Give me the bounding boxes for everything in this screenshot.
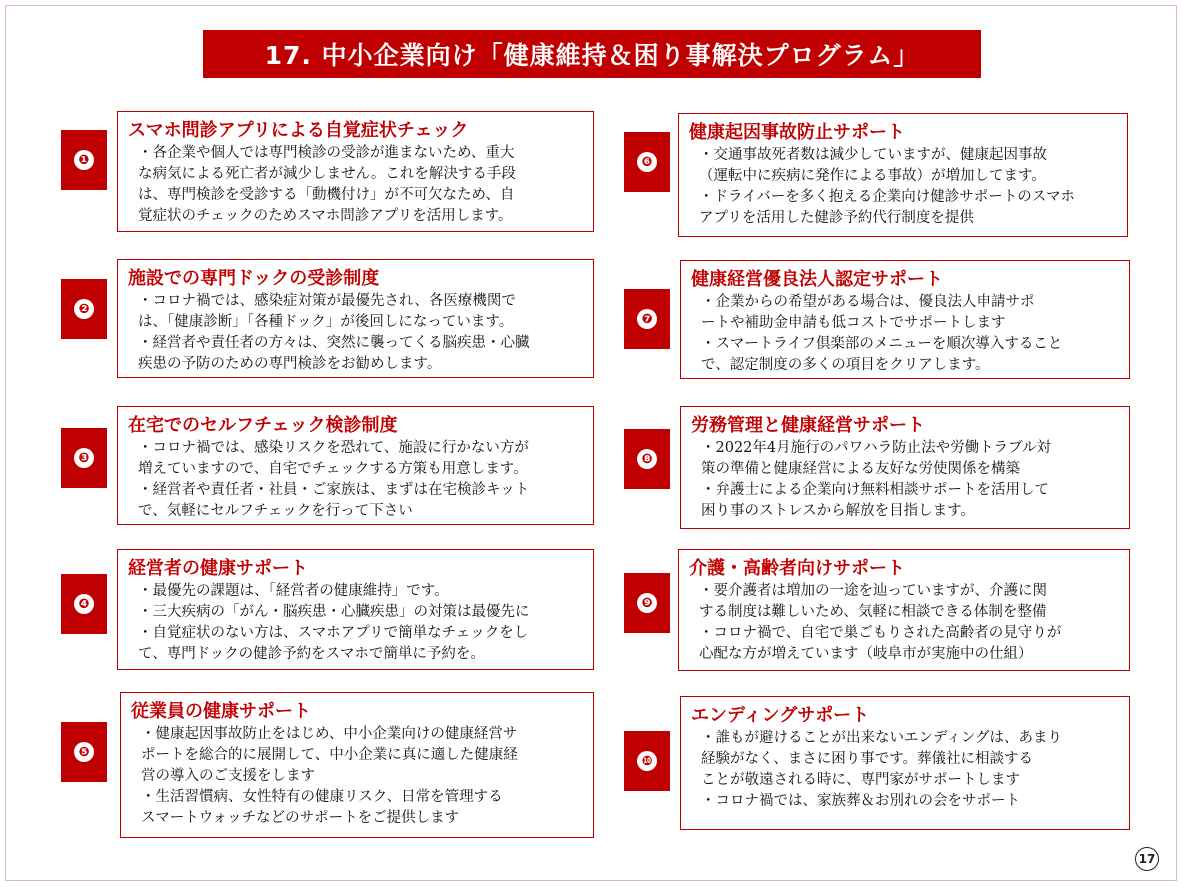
- item-line: 覚症状のチェックのためスマホ問診アプリを活用します。: [138, 208, 513, 224]
- item-line: 増えていますので、自宅でチェックする方策も用意します。: [138, 461, 528, 477]
- item-line: ・要介護者は増加の一途を辿っていますが、介護に関: [699, 583, 1047, 599]
- item-number: ❶: [74, 150, 94, 170]
- program-item-box: [678, 113, 1128, 237]
- item-line: ・コロナ禍で、自宅で巣ごもりされた高齢者の見守りが: [699, 625, 1062, 641]
- item-number: ❷: [74, 299, 94, 319]
- item-line: ・自覚症状のない方は、スマホアプリで簡単なチェックをし: [138, 625, 529, 641]
- item-number-badge: [624, 429, 670, 489]
- item-line: 困り事のストレスから解放を目指します。: [701, 503, 975, 519]
- item-line: ・2022年4月施行のパワハラ防止法や労働トラブル対: [701, 440, 1052, 456]
- item-line: アプリを活用した健診予約代行制度を提供: [699, 210, 974, 226]
- item-number: ❺: [74, 742, 94, 762]
- item-heading: エンディングサポート: [691, 705, 870, 726]
- item-heading: 健康起因事故防止サポート: [689, 122, 905, 143]
- item-line: な病気による死亡者が減少しません。これを解決する手段: [138, 166, 516, 182]
- item-line: 営の導入のご支援をします: [141, 768, 315, 784]
- item-line: ・三大疾病の「がん・脳疾患・心臓疾患」の対策は最優先に: [138, 604, 530, 620]
- item-line: て、専門ドックの健診予約をスマホで簡単に予約を。: [138, 646, 485, 662]
- item-number: ❽: [637, 449, 657, 469]
- item-line: ポートを総合的に展開して、中小企業に真に適した健康経: [141, 747, 518, 763]
- item-heading: 在宅でのセルフチェック検診制度: [128, 415, 398, 436]
- item-line: ・交通事故死者数は減少していますが、健康起因事故: [699, 147, 1047, 163]
- item-line: は、専門検診を受診する「動機付け」が不可欠なため、自: [138, 187, 515, 203]
- item-line: （運転中に疾病に発作による事故）が増加してます。: [699, 168, 1046, 184]
- program-item-box: [120, 692, 594, 838]
- item-number: ❹: [74, 594, 94, 614]
- item-line: ・コロナ禍では、家族葬＆お別れの会をサポート: [701, 793, 1020, 809]
- program-item-box: [678, 549, 1130, 671]
- page-number: 17: [1135, 847, 1159, 871]
- item-line: ・コロナ禍では、感染リスクを恐れて、施設に行かない方が: [138, 440, 529, 456]
- item-number: ❻: [637, 152, 657, 172]
- slide-title: 17. 中小企業向け「健康維持＆困り事解決プログラム」: [203, 30, 981, 78]
- item-number: ❼: [637, 309, 657, 329]
- item-number-badge: [61, 279, 107, 339]
- item-line: ・企業からの希望がある場合は、優良法人申請サポ: [701, 294, 1035, 310]
- item-number: ❿: [637, 751, 657, 771]
- item-number: ❸: [74, 448, 94, 468]
- item-heading: 経営者の健康サポート: [128, 558, 308, 579]
- item-line: ・経営者や責任者の方々は、突然に襲ってくる脳疾患・心臓: [138, 335, 530, 351]
- item-line: ・弁護士による企業向け無料相談サポートを活用して: [701, 482, 1049, 498]
- item-line: ・経営者や責任者・社員・ご家族は、まずは在宅検診キット: [138, 482, 530, 498]
- item-line: ・各企業や個人では専門検診の受診が進まないため、重大: [138, 145, 515, 161]
- item-number-badge: [61, 722, 107, 782]
- item-heading: スマホ問診アプリによる自覚症状チェック: [128, 120, 469, 141]
- item-line: 疾患の予防のための専門検診をお勧めします。: [138, 356, 442, 372]
- item-number-badge: [61, 130, 107, 190]
- item-number: ❾: [637, 593, 657, 613]
- item-number-badge: [61, 574, 107, 634]
- item-line: する制度は難しいため、気軽に相談できる体制を整備: [699, 604, 1047, 620]
- program-item-box: [680, 696, 1130, 830]
- item-line: ことが敬遠される時に、専門家がサポートします: [701, 772, 1020, 788]
- item-number-badge: [624, 573, 670, 633]
- item-heading: 施設での専門ドックの受診制度: [128, 268, 380, 289]
- item-line: ・健康起因事故防止をはじめ、中小企業向けの健康経営サ: [141, 726, 518, 742]
- item-number-badge: [624, 731, 670, 791]
- item-number-badge: [61, 428, 107, 488]
- item-heading: 従業員の健康サポート: [131, 701, 311, 722]
- program-item-box: [680, 260, 1130, 379]
- item-heading: 健康経営優良法人認定サポート: [691, 269, 943, 290]
- item-line: 経験がなく、まさに困り事です。葬儀社に相談する: [701, 751, 1034, 767]
- item-line: ・コロナ禍では、感染症対策が最優先され、各医療機関で: [138, 293, 516, 309]
- item-line: 策の準備と健康経営による友好な労使関係を構築: [701, 461, 1020, 477]
- item-line: で、認定制度の多くの項目をクリアします。: [701, 357, 990, 373]
- item-line: ・生活習慣病、女性特有の健康リスク、日常を管理する: [141, 789, 503, 805]
- item-line: で、気軽にセルフチェックを行って下さい: [138, 503, 413, 519]
- item-number-badge: [624, 132, 670, 192]
- item-heading: 労務管理と健康経営サポート: [691, 415, 925, 436]
- program-item-box: [117, 259, 594, 378]
- item-line: 心配な方が増えています（岐阜市が実施中の仕組）: [699, 646, 1033, 662]
- item-heading: 介護・高齢者向けサポート: [689, 558, 905, 579]
- item-line: ・最優先の課題は、「経営者の健康維持」です。: [138, 583, 449, 599]
- program-item-box: [117, 549, 594, 670]
- program-item-box: [117, 111, 594, 232]
- item-line: スマートウォッチなどのサポートをご提供します: [141, 810, 460, 826]
- item-number-badge: [624, 289, 670, 349]
- item-line: ・誰もが避けることが出来ないエンディングは、あまり: [701, 730, 1063, 746]
- program-item-box: [680, 406, 1130, 529]
- item-line: は、「健康診断」「各種ドック」が後回しになっています。: [138, 314, 514, 330]
- item-line: ートや補助金申請も低コストでサポートします: [701, 315, 1006, 331]
- item-line: ・スマートライフ倶楽部のメニューを順次導入すること: [701, 336, 1063, 352]
- item-line: ・ドライバーを多く抱える企業向け健診サポートのスマホ: [699, 189, 1075, 205]
- program-item-box: [117, 406, 594, 525]
